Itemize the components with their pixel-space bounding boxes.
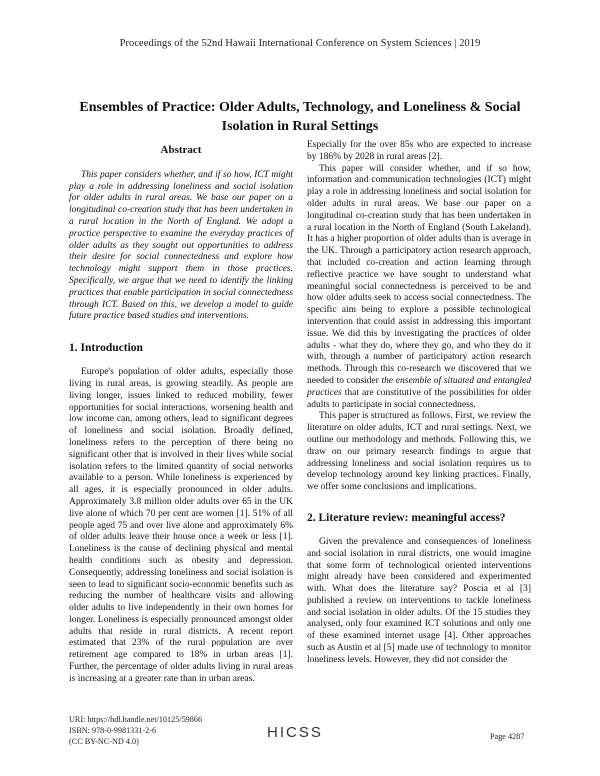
- left-column: [69, 140, 293, 686]
- footer-isbn: ISBN: 978-0-9981331-2-6: [69, 726, 157, 735]
- paper-title: Ensembles of Practice: Older Adults, Technology, and Loneliness & Social Isolation in Rural Settings: [79, 100, 521, 134]
- intro-paragraph-2-emphasis: the ensemble of situated and entangled practices: [307, 375, 531, 398]
- intro-paragraph-1: Europe's population of older adults, especially those living in rural areas, is growing steadily. As people are living longer, issues linked to reduced mobility, fewer opportunities for social interactions, worsening health and low income can, among others, lead to significant degrees of loneliness and social isolation. Broadly defined, loneliness refers to the perception of there being no significant other that is involved in their lives while social isolation refers to the limited quantity of social networks available to a person. While loneliness is experienced by all ages, it is especially pronounced in older adults. Approximately 3.8 million older adults over 65 in the UK live alone of which 70 per cent are women [1]. 51% of all people aged 75 and over live alone and approximately 6% of older adults leave their house once a week or less [1]. Loneliness is the cause of declining physical and mental health conditions such as obesity and depression. Consequently, addressing loneliness and social isolation is seen to lead to significant socio-economic benefits such as reducing the number of healthcare visits and allowing older adults to live independently in their own homes for longer. Loneliness is especially pronounced amongst older adults that reside in rural districts. A recent report estimated that 23% of the rural population are over retirement age compared to 18% in urban areas [1]. Further, the percentage of older adults living in rural areas is increasing at a greater rate than in urban areas.: [69, 367, 293, 684]
- intro-paragraph-2: [307, 164, 531, 412]
- literature-review-heading: 2. Literature review: meaningful access?: [307, 511, 506, 524]
- literature-paragraph-1: Given the prevalence and consequences of loneliness and social isolation in rural districts, one would imagine that some form of technological oriented interventions might already have been considered and experimented with. What does the literature say? Poscia et al [3] published a review on interventions to tackle loneliness and social isolation in older adults. Of the 15 studies they analysed, only four examined ICT solutions and only one of these examined internet usage [4]. Other approaches such as Austin et al [5] made use of technology to monitor loneliness levels. However, they did not consider the: [307, 536, 531, 665]
- right-column: [307, 140, 531, 667]
- intro-paragraph-1-continued: Especially for the over 85s who are expected to increase by 186% by 2028 in rural areas [2].: [307, 140, 531, 162]
- intro-paragraph-2-text-a: This paper will consider whether, and if so how, information and communication technologies (ICT) might play a role in addressing loneliness and social isolation for older adults in rural areas. We base our paper on a longitudinal co-creation study that has been undertaken in a rural location in the North of England (South Lakeland). It has a higher proportion of older adults than is average in the UK. Through a participatory action research approach, that included co-creation and action learning through reflective practice we have sought to understand what meaningful social connectedness is perceived to be and how older adults seek to access social connectedness. The specific aim being to explore a possible technological intervention that could assist in addressing this important issue. We did this by investigating the practices of older adults - what they do, where they go, and who they do it with, through a number of participatory action research methods. Through this co-research we discovered that we needed to consider: [307, 163, 531, 386]
- abstract-heading: Abstract: [160, 144, 202, 156]
- intro-paragraph-2-text-b: that are constitutive of the possibilities for older adults to participate in social connectedness.: [307, 387, 531, 410]
- running-header: Proceedings of the 52nd Hawaii International Conference on System Sciences | 2019: [119, 38, 481, 49]
- intro-paragraph-3: This paper is structured as follows. First, we review the literature on older adults, ICT and rural settings. Next, we outline our methodology and methods. Following this, we draw on our primary research findings to argue that addressing loneliness and social isolation requires us to develop technology around key linking practices. Finally, we offer some conclusions and implications.: [307, 411, 531, 493]
- abstract-text: This paper considers whether, and if so how, ICT might play a role in addressing loneliness and social isolation for older adults in rural areas. We base our paper on a longitudinal co-creation study that has been undertaken in a rural location in the North of England. We adopt a practice perspective to examine the everyday practices of older adults as they sought out opportunities to address their desire for social connectedness and explore how technology might support them in those practices. Specifically, we argue that we need to identify the linking practices that enable participation in social connectedness through ICT. Based on this, we develop a model to guide future practice based studies and interventions.: [69, 169, 293, 322]
- footer-license: (CC BY-NC-ND 4.0): [69, 737, 139, 746]
- hicss-logo: HICSS: [267, 724, 323, 741]
- footer-info: [69, 714, 202, 747]
- introduction-heading: 1. Introduction: [69, 342, 143, 355]
- footer-uri[interactable]: URI: https://hdl.handle.net/10125/59866: [69, 715, 203, 724]
- page-number: Page 4287: [490, 732, 525, 741]
